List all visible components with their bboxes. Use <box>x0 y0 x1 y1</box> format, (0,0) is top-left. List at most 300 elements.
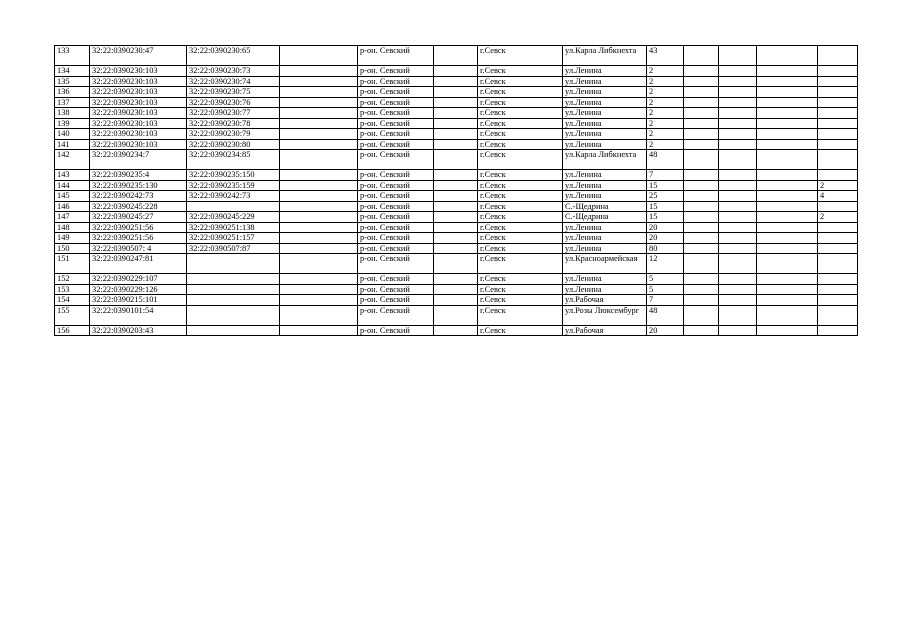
empty-cell <box>684 222 719 233</box>
house-number-cell: 43 <box>647 46 684 66</box>
empty-cell <box>280 222 358 233</box>
district-cell: р-он. Севский <box>358 295 434 306</box>
empty-cell <box>280 305 358 325</box>
extra-value-cell <box>818 66 858 77</box>
district-cell: р-он. Севский <box>358 108 434 119</box>
linked-cadastral-number-cell: 32:22:0390230:77 <box>187 108 280 119</box>
city-cell: г.Севск <box>478 139 563 150</box>
empty-cell <box>280 170 358 181</box>
row-number-cell: 144 <box>55 180 90 191</box>
empty-cell <box>719 295 757 306</box>
street-cell: С.-Щедрина <box>563 201 647 212</box>
city-cell: г.Севск <box>478 46 563 66</box>
row-number-cell: 153 <box>55 284 90 295</box>
cadastral-number-cell: 32:22:0390229:107 <box>90 274 187 285</box>
street-cell: ул.Ленина <box>563 76 647 87</box>
city-cell: г.Севск <box>478 66 563 77</box>
empty-cell <box>280 76 358 87</box>
house-number-cell: 48 <box>647 150 684 170</box>
linked-cadastral-number-cell: 32:22:0390230:79 <box>187 129 280 140</box>
empty-cell <box>757 284 818 295</box>
house-number-cell: 48 <box>647 305 684 325</box>
house-number-cell: 2 <box>647 118 684 129</box>
linked-cadastral-number-cell <box>187 201 280 212</box>
street-cell: ул.Розы Люксембург <box>563 305 647 325</box>
district-cell: р-он. Севский <box>358 191 434 202</box>
linked-cadastral-number-cell: 32:22:0390235:150 <box>187 170 280 181</box>
empty-cell <box>719 222 757 233</box>
empty-cell <box>719 118 757 129</box>
empty-cell <box>684 191 719 202</box>
extra-value-cell <box>818 295 858 306</box>
cadastral-number-cell: 32:22:0390230:103 <box>90 97 187 108</box>
empty-cell <box>280 191 358 202</box>
empty-cell <box>434 97 478 108</box>
city-cell: г.Севск <box>478 129 563 140</box>
empty-cell <box>280 180 358 191</box>
cadastral-number-cell: 32:22:0390230:103 <box>90 118 187 129</box>
district-cell: р-он. Севский <box>358 222 434 233</box>
empty-cell <box>757 139 818 150</box>
empty-cell <box>684 97 719 108</box>
empty-cell <box>719 201 757 212</box>
cadastral-number-cell: 32:22:0390101:54 <box>90 305 187 325</box>
extra-value-cell <box>818 170 858 181</box>
cadastral-number-cell: 32:22:0390230:47 <box>90 46 187 66</box>
street-cell: ул.Ленина <box>563 129 647 140</box>
empty-cell <box>434 76 478 87</box>
document-page <box>54 45 857 336</box>
district-cell: р-он. Севский <box>358 233 434 244</box>
district-cell: р-он. Севский <box>358 97 434 108</box>
district-cell: р-он. Севский <box>358 243 434 254</box>
cadastral-number-cell: 32:22:0390203:43 <box>90 325 187 336</box>
house-number-cell: 5 <box>647 274 684 285</box>
linked-cadastral-number-cell <box>187 295 280 306</box>
table-body <box>55 46 858 336</box>
district-cell: р-он. Севский <box>358 118 434 129</box>
extra-value-cell <box>818 150 858 170</box>
linked-cadastral-number-cell: 32:22:0390230:80 <box>187 139 280 150</box>
row-number-cell: 136 <box>55 87 90 98</box>
row-number-cell: 133 <box>55 46 90 66</box>
house-number-cell: 2 <box>647 129 684 140</box>
empty-cell <box>719 129 757 140</box>
street-cell: ул.Ленина <box>563 118 647 129</box>
empty-cell <box>434 139 478 150</box>
property-registry-table <box>54 45 858 336</box>
cadastral-number-cell: 32:22:0390247:81 <box>90 254 187 274</box>
empty-cell <box>719 97 757 108</box>
row-number-cell: 135 <box>55 76 90 87</box>
house-number-cell: 2 <box>647 139 684 150</box>
district-cell: р-он. Севский <box>358 325 434 336</box>
empty-cell <box>684 150 719 170</box>
empty-cell <box>434 284 478 295</box>
city-cell: г.Севск <box>478 274 563 285</box>
linked-cadastral-number-cell <box>187 305 280 325</box>
street-cell: ул.Ленина <box>563 108 647 119</box>
house-number-cell: 20 <box>647 222 684 233</box>
district-cell: р-он. Севский <box>358 170 434 181</box>
district-cell: р-он. Севский <box>358 150 434 170</box>
empty-cell <box>684 305 719 325</box>
extra-value-cell <box>818 233 858 244</box>
extra-value-cell <box>818 274 858 285</box>
empty-cell <box>434 180 478 191</box>
city-cell: г.Севск <box>478 150 563 170</box>
empty-cell <box>684 180 719 191</box>
extra-value-cell <box>818 108 858 119</box>
empty-cell <box>684 87 719 98</box>
empty-cell <box>684 201 719 212</box>
linked-cadastral-number-cell: 32:22:0390251:157 <box>187 233 280 244</box>
empty-cell <box>684 243 719 254</box>
table-row <box>55 118 858 129</box>
row-number-cell: 152 <box>55 274 90 285</box>
empty-cell <box>684 254 719 274</box>
city-cell: г.Севск <box>478 254 563 274</box>
empty-cell <box>757 233 818 244</box>
empty-cell <box>719 254 757 274</box>
empty-cell <box>684 284 719 295</box>
empty-cell <box>684 212 719 223</box>
street-cell: ул.Ленина <box>563 191 647 202</box>
empty-cell <box>719 191 757 202</box>
street-cell: ул.Рабочая <box>563 295 647 306</box>
row-number-cell: 150 <box>55 243 90 254</box>
city-cell: г.Севск <box>478 243 563 254</box>
empty-cell <box>757 274 818 285</box>
street-cell: ул.Ленина <box>563 66 647 77</box>
empty-cell <box>434 222 478 233</box>
row-number-cell: 140 <box>55 129 90 140</box>
extra-value-cell <box>818 46 858 66</box>
empty-cell <box>434 212 478 223</box>
table-row <box>55 180 858 191</box>
empty-cell <box>684 118 719 129</box>
row-number-cell: 142 <box>55 150 90 170</box>
district-cell: р-он. Севский <box>358 87 434 98</box>
empty-cell <box>434 108 478 119</box>
empty-cell <box>280 139 358 150</box>
row-number-cell: 139 <box>55 118 90 129</box>
empty-cell <box>719 139 757 150</box>
extra-value-cell <box>818 139 858 150</box>
empty-cell <box>280 212 358 223</box>
empty-cell <box>434 295 478 306</box>
linked-cadastral-number-cell <box>187 284 280 295</box>
cadastral-number-cell: 32:22:0390230:103 <box>90 87 187 98</box>
district-cell: р-он. Севский <box>358 180 434 191</box>
empty-cell <box>757 222 818 233</box>
empty-cell <box>434 118 478 129</box>
house-number-cell: 15 <box>647 180 684 191</box>
linked-cadastral-number-cell: 32:22:0390242:73 <box>187 191 280 202</box>
street-cell: С.-Щедрина <box>563 212 647 223</box>
row-number-cell: 156 <box>55 325 90 336</box>
district-cell: р-он. Севский <box>358 129 434 140</box>
linked-cadastral-number-cell: 32:22:0390234:85 <box>187 150 280 170</box>
row-number-cell: 149 <box>55 233 90 244</box>
empty-cell <box>719 87 757 98</box>
house-number-cell: 15 <box>647 201 684 212</box>
empty-cell <box>684 129 719 140</box>
table-row <box>55 295 858 306</box>
table-row <box>55 87 858 98</box>
empty-cell <box>757 97 818 108</box>
empty-cell <box>757 254 818 274</box>
house-number-cell: 20 <box>647 233 684 244</box>
empty-cell <box>757 212 818 223</box>
cadastral-number-cell: 32:22:0390242:73 <box>90 191 187 202</box>
row-number-cell: 154 <box>55 295 90 306</box>
street-cell: ул.Карла Либкнехта <box>563 46 647 66</box>
table-row <box>55 254 858 274</box>
row-number-cell: 138 <box>55 108 90 119</box>
empty-cell <box>757 325 818 336</box>
extra-value-cell <box>818 129 858 140</box>
table-row <box>55 325 858 336</box>
empty-cell <box>434 325 478 336</box>
cadastral-number-cell: 32:22:0390229:126 <box>90 284 187 295</box>
city-cell: г.Севск <box>478 233 563 244</box>
extra-value-cell <box>818 254 858 274</box>
city-cell: г.Севск <box>478 118 563 129</box>
street-cell: ул.Ленина <box>563 180 647 191</box>
table-row <box>55 274 858 285</box>
extra-value-cell <box>818 222 858 233</box>
street-cell: ул.Ленина <box>563 274 647 285</box>
empty-cell <box>684 295 719 306</box>
linked-cadastral-number-cell <box>187 274 280 285</box>
table-row <box>55 305 858 325</box>
empty-cell <box>434 254 478 274</box>
empty-cell <box>719 274 757 285</box>
empty-cell <box>757 191 818 202</box>
empty-cell <box>434 191 478 202</box>
row-number-cell: 151 <box>55 254 90 274</box>
empty-cell <box>684 66 719 77</box>
extra-value-cell <box>818 243 858 254</box>
cadastral-number-cell: 32:22:0390230:103 <box>90 108 187 119</box>
house-number-cell: 12 <box>647 254 684 274</box>
empty-cell <box>757 243 818 254</box>
city-cell: г.Севск <box>478 108 563 119</box>
table-row <box>55 233 858 244</box>
empty-cell <box>719 76 757 87</box>
cadastral-number-cell: 32:22:0390230:103 <box>90 129 187 140</box>
street-cell: ул.Ленина <box>563 97 647 108</box>
empty-cell <box>757 76 818 87</box>
cadastral-number-cell: 32:22:0390230:103 <box>90 139 187 150</box>
empty-cell <box>280 233 358 244</box>
empty-cell <box>280 108 358 119</box>
table-row <box>55 46 858 66</box>
city-cell: г.Севск <box>478 180 563 191</box>
house-number-cell: 2 <box>647 76 684 87</box>
linked-cadastral-number-cell: 32:22:0390507:87 <box>187 243 280 254</box>
street-cell: ул.Красноармейская <box>563 254 647 274</box>
empty-cell <box>719 325 757 336</box>
empty-cell <box>719 180 757 191</box>
empty-cell <box>280 46 358 66</box>
city-cell: г.Севск <box>478 295 563 306</box>
linked-cadastral-number-cell: 32:22:0390235:159 <box>187 180 280 191</box>
city-cell: г.Севск <box>478 97 563 108</box>
city-cell: г.Севск <box>478 284 563 295</box>
empty-cell <box>757 295 818 306</box>
cadastral-number-cell: 32:22:0390507: 4 <box>90 243 187 254</box>
empty-cell <box>719 284 757 295</box>
district-cell: р-он. Севский <box>358 66 434 77</box>
linked-cadastral-number-cell: 32:22:0390230:75 <box>187 87 280 98</box>
district-cell: р-он. Севский <box>358 139 434 150</box>
extra-value-cell: 2 <box>818 180 858 191</box>
linked-cadastral-number-cell: 32:22:0390230:65 <box>187 46 280 66</box>
house-number-cell: 2 <box>647 108 684 119</box>
empty-cell <box>757 180 818 191</box>
table-row <box>55 97 858 108</box>
empty-cell <box>280 295 358 306</box>
linked-cadastral-number-cell: 32:22:0390230:74 <box>187 76 280 87</box>
house-number-cell: 2 <box>647 97 684 108</box>
empty-cell <box>757 87 818 98</box>
empty-cell <box>719 233 757 244</box>
street-cell: ул.Ленина <box>563 170 647 181</box>
street-cell: ул.Рабочая <box>563 325 647 336</box>
empty-cell <box>280 66 358 77</box>
empty-cell <box>684 325 719 336</box>
street-cell: ул.Ленина <box>563 139 647 150</box>
empty-cell <box>757 170 818 181</box>
empty-cell <box>684 46 719 66</box>
empty-cell <box>684 139 719 150</box>
empty-cell <box>757 108 818 119</box>
empty-cell <box>434 274 478 285</box>
empty-cell <box>280 274 358 285</box>
extra-value-cell <box>818 201 858 212</box>
table-row <box>55 284 858 295</box>
house-number-cell: 15 <box>647 212 684 223</box>
empty-cell <box>719 108 757 119</box>
empty-cell <box>434 150 478 170</box>
extra-value-cell <box>818 305 858 325</box>
linked-cadastral-number-cell: 32:22:0390230:78 <box>187 118 280 129</box>
table-row <box>55 129 858 140</box>
row-number-cell: 147 <box>55 212 90 223</box>
district-cell: р-он. Севский <box>358 284 434 295</box>
cadastral-number-cell: 32:22:0390245:228 <box>90 201 187 212</box>
extra-value-cell <box>818 97 858 108</box>
empty-cell <box>434 243 478 254</box>
city-cell: г.Севск <box>478 325 563 336</box>
table-row <box>55 170 858 181</box>
house-number-cell: 7 <box>647 170 684 181</box>
empty-cell <box>280 243 358 254</box>
empty-cell <box>684 274 719 285</box>
city-cell: г.Севск <box>478 222 563 233</box>
empty-cell <box>280 87 358 98</box>
extra-value-cell <box>818 118 858 129</box>
district-cell: р-он. Севский <box>358 212 434 223</box>
cadastral-number-cell: 32:22:0390230:103 <box>90 76 187 87</box>
district-cell: р-он. Севский <box>358 76 434 87</box>
empty-cell <box>434 170 478 181</box>
city-cell: г.Севск <box>478 87 563 98</box>
linked-cadastral-number-cell: 32:22:0390251:138 <box>187 222 280 233</box>
empty-cell <box>757 305 818 325</box>
extra-value-cell <box>818 284 858 295</box>
empty-cell <box>434 233 478 244</box>
row-number-cell: 141 <box>55 139 90 150</box>
street-cell: ул.Ленина <box>563 233 647 244</box>
empty-cell <box>719 150 757 170</box>
cadastral-number-cell: 32:22:0390215:101 <box>90 295 187 306</box>
table-row <box>55 191 858 202</box>
row-number-cell: 155 <box>55 305 90 325</box>
empty-cell <box>757 150 818 170</box>
table-row <box>55 243 858 254</box>
extra-value-cell <box>818 87 858 98</box>
cadastral-number-cell: 32:22:0390251:56 <box>90 233 187 244</box>
empty-cell <box>684 76 719 87</box>
city-cell: г.Севск <box>478 76 563 87</box>
table-row <box>55 66 858 77</box>
house-number-cell: 20 <box>647 325 684 336</box>
empty-cell <box>757 66 818 77</box>
street-cell: ул.Ленина <box>563 284 647 295</box>
cadastral-number-cell: 32:22:0390251:56 <box>90 222 187 233</box>
empty-cell <box>280 150 358 170</box>
empty-cell <box>434 87 478 98</box>
house-number-cell: 2 <box>647 66 684 77</box>
district-cell: р-он. Севский <box>358 274 434 285</box>
empty-cell <box>757 46 818 66</box>
row-number-cell: 143 <box>55 170 90 181</box>
table-row <box>55 108 858 119</box>
empty-cell <box>684 170 719 181</box>
house-number-cell: 5 <box>647 284 684 295</box>
table-row <box>55 139 858 150</box>
empty-cell <box>684 108 719 119</box>
linked-cadastral-number-cell <box>187 254 280 274</box>
row-number-cell: 134 <box>55 66 90 77</box>
district-cell: р-он. Севский <box>358 305 434 325</box>
empty-cell <box>719 46 757 66</box>
empty-cell <box>280 97 358 108</box>
empty-cell <box>280 201 358 212</box>
city-cell: г.Севск <box>478 212 563 223</box>
linked-cadastral-number-cell: 32:22:0390230:76 <box>187 97 280 108</box>
empty-cell <box>280 284 358 295</box>
empty-cell <box>280 118 358 129</box>
street-cell: ул.Ленина <box>563 243 647 254</box>
house-number-cell: 7 <box>647 295 684 306</box>
city-cell: г.Севск <box>478 305 563 325</box>
linked-cadastral-number-cell <box>187 325 280 336</box>
empty-cell <box>684 233 719 244</box>
empty-cell <box>280 325 358 336</box>
empty-cell <box>719 170 757 181</box>
cadastral-number-cell: 32:22:0390245:27 <box>90 212 187 223</box>
house-number-cell: 25 <box>647 191 684 202</box>
empty-cell <box>434 305 478 325</box>
house-number-cell: 80 <box>647 243 684 254</box>
row-number-cell: 148 <box>55 222 90 233</box>
empty-cell <box>434 46 478 66</box>
empty-cell <box>280 254 358 274</box>
